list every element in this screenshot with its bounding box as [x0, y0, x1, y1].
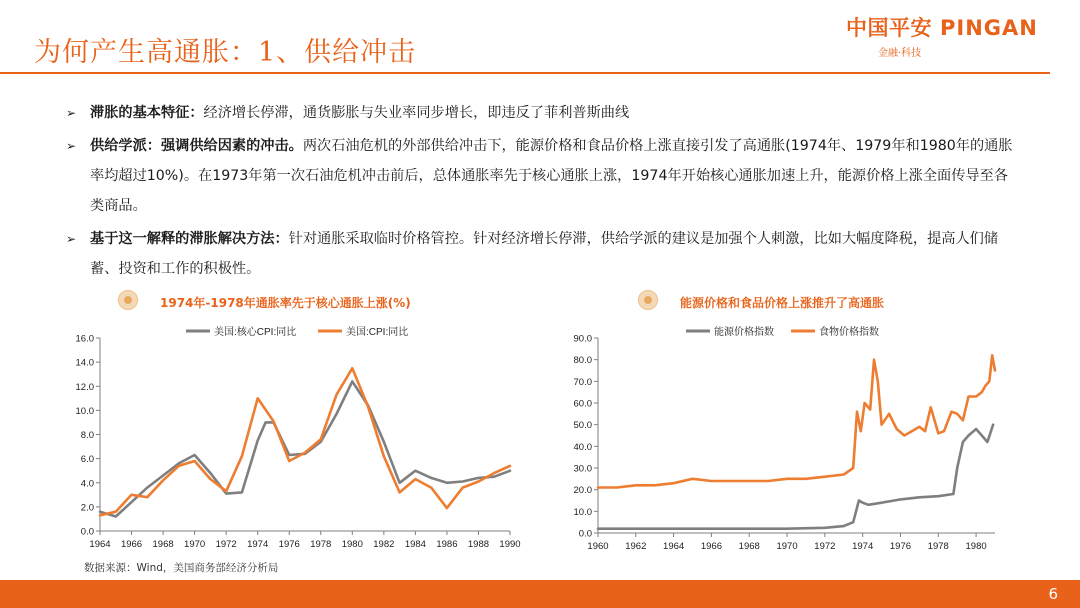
x-tick-label: 1984 [404, 539, 426, 550]
x-tick-label: 1960 [587, 541, 609, 552]
y-tick-label: 16.0 [75, 333, 94, 345]
title-divider [0, 72, 1050, 74]
legend-label-1: 美国:CPI:同比 [346, 327, 409, 338]
logo-en-text: PINGAN [940, 16, 1038, 40]
series-line-0 [598, 425, 993, 529]
y-tick-label: 10.0 [75, 405, 94, 417]
target-icon [118, 290, 138, 310]
x-tick-label: 1970 [776, 541, 798, 552]
y-tick-label: 6.0 [80, 454, 94, 466]
legend-label-0: 能源价格指数 [714, 327, 774, 338]
x-tick-label: 1982 [373, 539, 395, 550]
series-line-1 [100, 368, 510, 515]
x-tick-label: 1968 [738, 541, 760, 552]
bullet-item [66, 98, 1016, 128]
x-tick-label: 1964 [89, 539, 111, 550]
x-tick-label: 1966 [120, 539, 143, 550]
company-logo [846, 12, 1056, 59]
y-tick-label: 0.0 [80, 526, 94, 538]
series-line-1 [598, 355, 995, 487]
legend-label-0: 美国:核心CPI:同比 [214, 327, 297, 338]
bullet-item [66, 131, 1016, 221]
y-tick-label: 30.0 [573, 463, 592, 475]
page-number: 6 [1048, 585, 1058, 603]
y-tick-label: 90.0 [573, 333, 592, 345]
x-tick-label: 1988 [467, 539, 490, 550]
bullet-heading: 供给学派：强调供给因素的冲击。 [90, 138, 303, 154]
arrow-bullet-icon: ➢ [66, 232, 77, 246]
footer-bar [0, 580, 1080, 608]
x-tick-label: 1976 [889, 541, 912, 552]
bullet-heading: 滞胀的基本特征： [90, 105, 204, 121]
y-tick-label: 4.0 [80, 478, 94, 490]
inflation-line-chart [60, 318, 530, 558]
x-tick-label: 1980 [341, 539, 363, 550]
x-tick-label: 1974 [852, 541, 874, 552]
y-tick-label: 40.0 [573, 441, 592, 453]
bullet-text: 经济增长停滞，通货膨胀与失业率同步增长，即违反了菲利普斯曲线 [203, 105, 630, 121]
y-tick-label: 50.0 [573, 420, 592, 432]
x-tick-label: 1970 [184, 539, 206, 550]
x-tick-label: 1976 [278, 539, 300, 550]
y-tick-label: 70.0 [573, 376, 592, 388]
page-title: 为何产生高通胀：1、供给冲击 [34, 37, 417, 68]
y-tick-label: 80.0 [573, 355, 592, 367]
y-tick-label: 10.0 [573, 506, 592, 518]
x-tick-label: 1980 [965, 541, 987, 552]
logo-subtitle: 金融·科技 [878, 48, 922, 59]
chart-1-title: 1974年-1978年通胀率先于核心通胀上涨(%) [160, 296, 411, 310]
y-tick-label: 0.0 [578, 528, 592, 540]
target-icon [638, 290, 658, 310]
arrow-bullet-icon: ➢ [66, 139, 77, 153]
x-tick-label: 1972 [215, 539, 237, 550]
x-tick-label: 1968 [152, 539, 174, 550]
energy-food-line-chart [560, 318, 1010, 558]
x-tick-label: 1962 [625, 541, 647, 552]
y-tick-label: 60.0 [573, 398, 592, 410]
x-tick-label: 1978 [310, 539, 332, 550]
chart-2-title-block [680, 294, 884, 311]
bullet-text: 针对通胀采取临时价格管控。针对经济增长停滞，供给学派的建议是加强个人刺激，比如大幅度降税，提高人们储蓄、投资和工作的积极性。 [90, 231, 999, 277]
legend-label-1: 食物价格指数 [819, 327, 879, 338]
bullet-item [66, 224, 1016, 284]
chart-1-title-block [160, 294, 411, 311]
x-tick-label: 1974 [247, 539, 269, 550]
y-tick-label: 2.0 [80, 502, 94, 514]
x-tick-label: 1972 [814, 541, 836, 552]
y-tick-label: 12.0 [75, 381, 94, 393]
x-tick-label: 1986 [436, 539, 458, 550]
bullet-text: 两次石油危机的外部供给冲击下，能源价格和食品价格上涨直接引发了高通胀(1974年、1979年和1980年的通胀率均超过10%)。在1973年第一次石油危机冲击前后，总体通胀率先于核心通胀上涨，1974年开始核心通胀加速上升，能源价格上涨全面传导至各类商品。 [90, 138, 1013, 214]
series-line-0 [100, 381, 510, 516]
x-tick-label: 1964 [663, 541, 685, 552]
bullet-list [66, 98, 1016, 287]
y-tick-label: 14.0 [75, 357, 94, 369]
x-tick-label: 1990 [499, 539, 521, 550]
logo-cn-text: 中国平安 [846, 16, 932, 40]
chart-2-title: 能源价格和食品价格上涨推升了高通胀 [680, 296, 885, 310]
bullet-heading: 基于这一解释的滞胀解决方法： [90, 231, 289, 247]
x-tick-label: 1978 [927, 541, 949, 552]
arrow-bullet-icon: ➢ [66, 106, 77, 120]
y-tick-label: 8.0 [80, 430, 94, 441]
y-tick-label: 20.0 [573, 485, 592, 497]
x-tick-label: 1966 [700, 541, 722, 552]
data-source-note: 数据来源：Wind，美国商务部经济分析局 [84, 562, 279, 574]
